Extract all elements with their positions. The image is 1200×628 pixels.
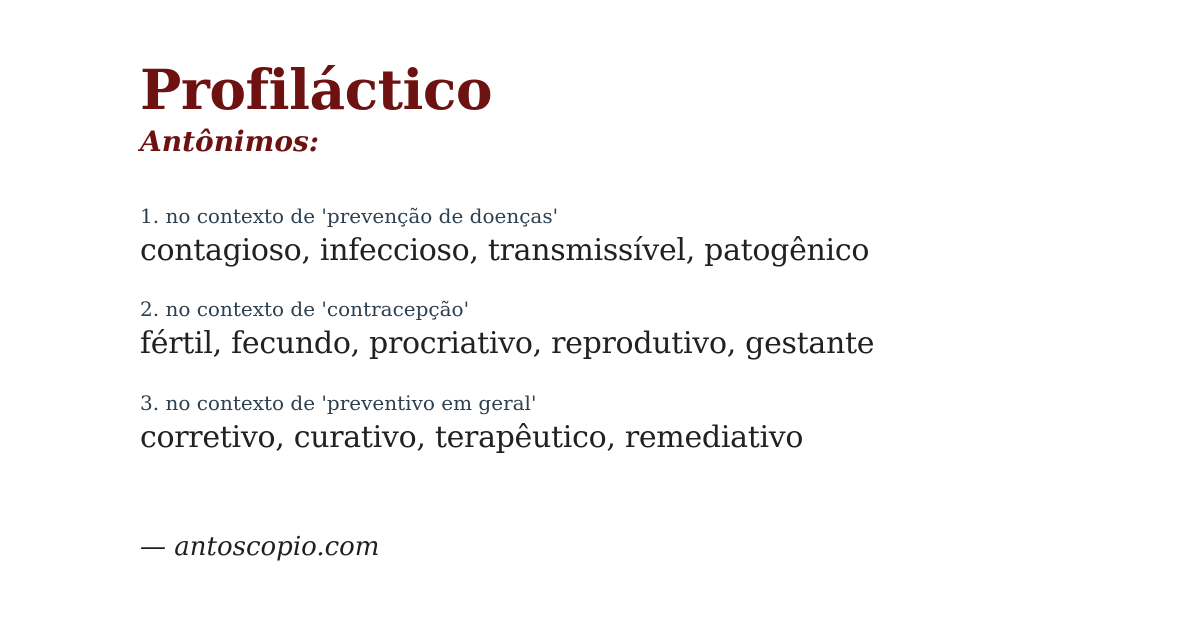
antonym-entry-1 [140, 203, 1140, 272]
entry-context: 3. no contexto de 'preventivo em geral' [140, 390, 537, 415]
antonyms-heading: Antônimos: [140, 125, 320, 159]
source-attribution: — antoscopio.com [140, 532, 380, 562]
antonym-entries [140, 203, 1140, 459]
page-title: Profiláctico [140, 57, 493, 122]
entry-context: 1. no contexto de 'prevenção de doenças' [140, 203, 559, 228]
entry-antonyms: fértil, fecundo, procriativo, reprodutivo, gestante [140, 326, 875, 362]
antonym-entry-3 [140, 390, 1140, 459]
entry-antonyms: corretivo, curativo, terapêutico, remediativo [140, 419, 804, 455]
entry-context: 2. no contexto de 'contracepção' [140, 297, 470, 322]
entry-antonyms: contagioso, infeccioso, transmissível, patogênico [140, 232, 870, 268]
antonym-entry-2 [140, 296, 1140, 365]
